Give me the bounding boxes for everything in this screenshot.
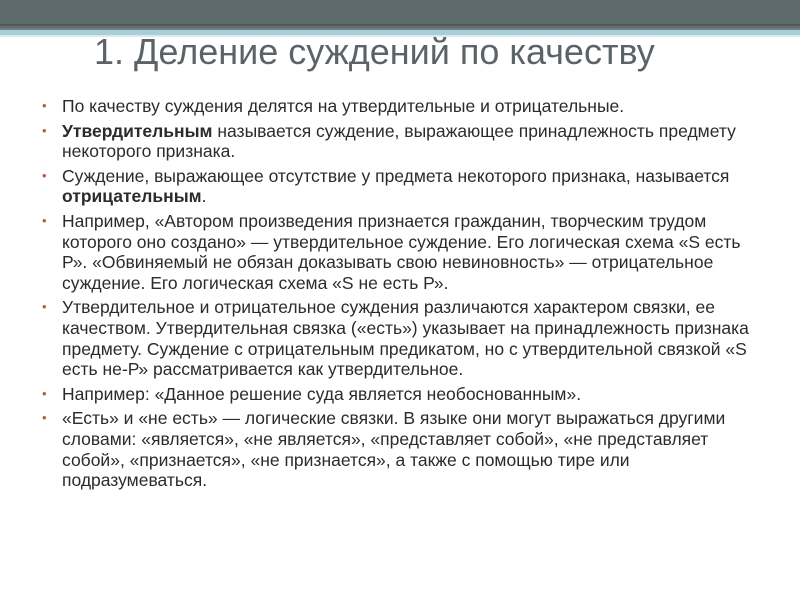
bullet-item (42, 96, 767, 117)
bullet-bold-term: отрицательным (62, 186, 202, 207)
bullet-item (42, 408, 767, 490)
bullet-icon: • (42, 167, 47, 183)
bullet-item (42, 166, 767, 207)
bullet-text: «Есть» и «не есть» — логические связки. В языке они могут выражаться другими словами: «является», «не является», «представляет собой», «не представляет собой», «признается», «не признается», а также с помощью тире или подразумеваться. (62, 408, 726, 491)
bullet-text: Утвердительное и отрицательное суждения различаются характером связки, ее качеством. Утвердительная связка («есть») указывает на принадлежность признака предмету. Суждение с отрицательным предикатом, но с утвердительной связкой «S есть не-Р» рассматривается как утвердительное. (62, 297, 749, 380)
bullet-item (42, 211, 767, 293)
header-band (0, 0, 800, 24)
bullet-text: По качеству суждения делятся на утвердительные и отрицательные. (62, 96, 625, 116)
bullet-text: Например: «Данное решение суда является необоснованным». (62, 383, 582, 404)
bullet-item (42, 121, 767, 162)
slide-title: 1. Деление суждений по качеству (94, 31, 655, 72)
bullet-icon: • (42, 212, 47, 228)
bullet-text: Суждение, выражающее отсутствие у предмета некоторого признака, называется (62, 165, 730, 186)
bullet-text: называется суждение, выражающее принадлежность предмету некоторого признака. (62, 120, 736, 162)
bullet-item (42, 297, 767, 379)
bullet-text: Например, «Автором произведения признается гражданин, творческим трудом которого оно создано» — утвердительное суждение. Его логическая схема «S есть Р». «Обвиняемый не обязан доказывать свою невиновность» — отрицательное суждение. Его логическая схема «S не есть Р». (62, 210, 741, 293)
bullet-icon: • (42, 122, 47, 138)
bullet-icon: • (42, 98, 47, 113)
bullet-list (42, 96, 767, 495)
bullet-bold-term: Утвердительным (62, 120, 213, 141)
bullet-icon: • (42, 385, 47, 401)
bullet-item (42, 384, 767, 405)
bullet-text-suffix: . (201, 186, 207, 207)
bullet-icon: • (42, 299, 47, 315)
bullet-icon: • (42, 410, 47, 426)
